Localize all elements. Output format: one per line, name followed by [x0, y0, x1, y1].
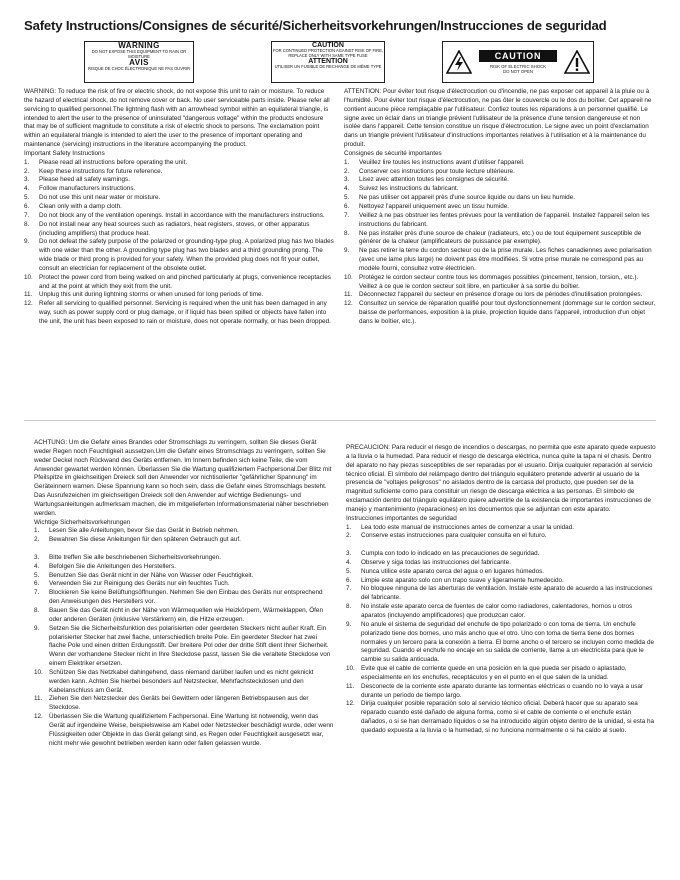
english-heading: Important Safety Instructions [24, 149, 105, 157]
list-item: 4. Follow manufacturers instructions. [24, 185, 136, 193]
caution-heading: CAUTION [312, 42, 344, 49]
list-item-text: Consultez un service de réparation qualifié pour tout dysfonctionnement (dommage sur le cordon secteur, baisse de performances, exposition à la pluie, projection liquide dans l'appareil, introduction d'un objet dans le boîtier, etc.). [359, 300, 656, 325]
list-item-text: Protect the power cord from being walked on and pinched particularly at plugs, convenience receptacles and at the point at which they exit from the unit. [39, 273, 331, 290]
list-item-text: No bloquee ninguna de las aberturas de ventilación. Instale este aparato de acuerdo a las instrucciones del fabricante. [361, 585, 653, 602]
attention-text: UTILISER UN FUSIBLE DE RECHANGE DE MÊME TYPE [274, 64, 382, 70]
list-item: 10. Schützen Sie das Netzkabel dahingehend, dass niemand darüber laufen und es nicht geknickt werden kann. Achten Sie hierbei besonders auf Netzstecker, Mehrfachsteckdosen und den Kabelanschluss am Gerät. [34, 668, 314, 694]
list-item: 1. Lea todo este manual de instrucciones antes de comenzar a usar la unidad. [346, 523, 575, 531]
list-item: 9. Setzen Sie die Sicherheitsfunktion des polarisierten oder geerdeten Steckers nicht außer Kraft. Ein polarisierter Stecker hat zwei flache, unterschiedlich breite Pole. Ein geerdeter Stecker hat zwei flache Pole und einen dritten Erdungsstift. Der breitere Pol oder der dritte Stift dient Ihrer Sicherheit. Wenn der vorhandene Stecker nicht in Ihre Steckdose passt, lassen Sie die veraltete Steckdose von einem Elektriker ersetzen. [34, 624, 331, 668]
list-item-text: No instale este aparato cerca de fuentes de calor como radiadores, calentadores, hornos u otros aparatos (incluyendo amplificadores) que produzcan calor. [361, 603, 633, 619]
list-item-text: Do not block any of the ventilation openings. Install in accordance with the manufacturers instructions. [39, 211, 325, 219]
list-item: 6. Clean only with a damp cloth. [24, 202, 122, 210]
list-item: 6. Nettoyez l'appareil uniquement avec un tissu humide. [344, 202, 510, 210]
list-item: 9. Ne pas retirer la terre du cordon secteur ou de la prise murale. Les fiches canadiennes avec polarisation (avec une lame plus large) ne doivent pas être modifiées. Si votre prise murale ne correspond pas au modèle fourni, consultez votre électricien. [344, 247, 652, 272]
list-item-text: Lisez avec attention toutes les consignes de sécurité. [359, 176, 509, 184]
french-section [344, 88, 656, 327]
exclamation-triangle-icon [561, 50, 593, 74]
list-item: 11. Desconecte de la corriente este aparato durante las tormentas eléctricas o cuando no lo vaya a usar durante un periodo de tiempo largo. [346, 682, 644, 699]
list-item-text: Refer all servicing to qualified personnel. Servicing is required when the unit has been damaged in any way, such as power supply cord or plug damage, or if liquid has been spilled or objects have fallen into the unit, the unit has been exposed to rain or moisture, does not operate normally, or has been dropped. [39, 300, 331, 325]
list-item-text: Bewahren Sie diese Anleitungen für den späteren Gebrauch gut auf. [49, 536, 241, 544]
french-intro: ATTENTION: Pour éviter tout risque d'électrocution ou d'incendie, ne pas exposer cet appareil à la pluie ou à l'humidité. Pour éviter tout risque d'électrocution, ne pas ôter le couvercle ou le dos du boîtier. Cet appareil ne contient aucune pièce remplaçable par l'utilisateur. Confiez toutes les réparations à un personnel qualifié. Le signe avec un éclair dans un triangle prévient l'utilisateur de la présence d'une tension dangereuse et non isolée dans l'appareil. Cette tension constitue un risque d'électrocution. Le signe avec un point d'exclamation dans un triangle prévient l'utilisateur d'instructions importantes relatives à l'utilisation et à la maintenance du produit. [344, 88, 652, 149]
list-item: 11. Ziehen Sie den Netzstecker des Geräts bei Gewittern oder längeren Betriebspausen aus der Steckdose. [34, 695, 309, 712]
list-item-text: Veillez à ne pas obstruer les fentes prévues pour la ventilation de l'appareil. Installez l'appareil selon les instructions du fabricant. [359, 211, 650, 228]
list-item: 8. Ne pas installer près d'une source de chaleur (radiateurs, etc.) ou de tout équipement susceptible de générer de la chaleur (amplificateurs de puissance par exemple). [344, 229, 642, 246]
german-section [34, 439, 334, 748]
list-item: 5. Nunca utilice este aparato cerca del agua o en lugares húmedos. [346, 567, 545, 575]
list-item-text: Protégez le cordon secteur contre tous les dommages possibles (pincement, tension, torsion,, etc.). Veillez à ce que le cordon secteur soit libre, en particulier à sa sortie du boîtier. [359, 273, 639, 290]
list-item-text: Befolgen Sie die Anleitungen des Herstellers. [49, 562, 176, 570]
german-list [34, 527, 334, 748]
list-item: 1. Veuillez lire toutes les instructions avant d'utiliser l'appareil. [344, 158, 525, 166]
list-item-text: Clean only with a damp cloth. [39, 202, 122, 210]
list-item-text: Ziehen Sie den Netzstecker des Geräts bei Gewittern oder längeren Betriebspausen aus der Steckdose. [49, 695, 309, 712]
list-item-text: Do not defeat the safety purpose of the polarized or grounding-type plug. A polarized plug has two blades with one wider than the other. A grounding type plug has two blades and a third grounding prong. The wide blade or third prong is provided for your safety. When the provided plug does not fit your outlet, consult an electrician for replacement of the obsolete outlet. [39, 238, 334, 272]
list-item: 12. Dirija cualquier posible reparación solo al servicio técnico oficial. Deberá hacer que su aparato sea reparado cuando esté dañado de alguna forma, como si el cable de corriente o el enchufe están dañados, o si se han derramado líquidos o se ha introducido algún objeto dentro de la unidad, si esta ha quedado expuesta a la lluvia o la humedad, si no funciona normalmente o si ha caído al suelo. [346, 700, 655, 734]
list-item-text: Lea todo este manual de instrucciones antes de comenzar a usar la unidad. [361, 523, 575, 531]
list-item-text: Do not install near any heat sources such as radiators, heat registers, stoves, or other apparatus (including amplifiers) that produce heat. [39, 220, 310, 237]
list-item: 11. Unplug this unit during lightning storms or when unused for long periods of time. [24, 291, 264, 299]
avis-text: RISQUE DE CHOC ÉLECTRONIQUE NE PAS OUVRIR [87, 66, 191, 72]
list-item-text: Benutzen Sie das Gerät nicht in der Nähe von Wasser oder Feuchtigkeit. [49, 571, 254, 579]
list-item: 8. Bauen Sie das Gerät nicht in der Nähe von Wärmequellen wie Heizkörpern, Wärmeklappen, Öfen oder anderen Geräten (inklusive Verstärkern) ein, die Hitze erzeugen. [34, 606, 323, 623]
list-item-text: Ne pas retirer la terre du cordon secteur ou de la prise murale. Les fiches canadiennes avec polarisation (avec une lame plus large) ne doivent pas être modifiées. Si votre prise murale ne correspond pas au modèle fourni, consultez votre électricien. [359, 247, 652, 272]
list-item: 3. Cumpla con todo lo indicado en las precauciones de seguridad. [346, 550, 540, 558]
list-item: 10. Protect the power cord from being walked on and pinched particularly at plugs, convenience receptacles and at the point at which they exit from the unit. [24, 273, 331, 290]
french-heading: Consignes de sécurité importantes [344, 149, 442, 157]
list-item: 5. Benutzen Sie das Gerät nicht in der Nähe von Wasser oder Feuchtigkeit. [34, 571, 254, 579]
caution-text: FOR CONTINUED PROTECTION AGAINST RISK OF FIRE, REPLACE ONLY WITH SAME TYPE FUSE [272, 48, 383, 58]
list-item-text: Nunca utilice este aparato cerca del agua o en lugares húmedos. [361, 567, 545, 575]
list-item-text: Suivez les instructions du fabricant. [359, 185, 459, 193]
list-item-text: Déconnectez l'appareil du secteur en présence d'orage ou lors de périodes d'inutilisation prolongées. [359, 291, 643, 299]
english-intro: WARNING: To reduce the risk of fire or electric shock, do not expose this unit to rain or moisture. To reduce the hazard of electrical shock, do not remove cover or back. No user serviceable parts inside. Please refer all servicing to qualified personnel.The lightning flash with an arrowhead symbol within an equilateral triangle, is intended to alert the user to the presence of uninsulated "dangerous voltage" within the products enclosure that may be of sufficient magnitude to constitute a risk of electric shock to persons. The exclamation point within an equilateral triangle is intended to alert the user to the presence of important operating and maintenance (servicing) instructions in the literature accompanying the product. [24, 88, 330, 149]
list-item-text: No anule el sistema de seguridad del enchufe de tipo polarizado o con toma de tierra. Un enchufe polarizado tiene dos bornes, uno más ancho que el otro. Uno con toma de tierra tiene dos bornes normales y un tercero para la conexión a tierra. El borne ancho o el tercero se incluyen como medida de seguridad. Cuando el enchufe no encaje en su salida de corriente, llame a un electricista para que le cambie su salida anticuada. [361, 620, 655, 664]
list-item-text: Conserver ces instructions pour toute lecture ultérieure. [359, 167, 515, 175]
list-item: 2. Conserve estas instrucciones para cualquier consulta en el futuro. [346, 532, 547, 540]
list-item: 9. Do not defeat the safety purpose of the polarized or grounding-type plug. A polarized plug has two blades with one wider than the other. A grounding type plug has two blades and a third grounding prong. The wide blade or third prong is provided for your safety. When the provided plug does not fit your outlet, consult an electrician for replacement of the obsolete outlet. [24, 238, 334, 272]
list-item-text: Evite que el cable de corriente quede en una posición en la que pueda ser pisado o aplastado, especialmente en los enchufes, receptáculos y en el punto en el que salen de la unidad. [361, 665, 627, 681]
attention-heading: ATTENTION [308, 58, 348, 66]
list-item: 3. Bitte treffen Sie alle beschriebenen Sicherheitsvorkehrungen. [34, 553, 221, 561]
list-item: 8. Do not install near any heat sources such as radiators, heat registers, stoves, or other apparatus (including amplifiers) that produce heat. [24, 220, 310, 237]
caution-shock-label [442, 41, 594, 83]
list-item: 10. Evite que el cable de corriente quede en una posición en la que pueda ser pisado o aplastado, especialmente en los enchufes, receptáculos y en el punto en el que salen de la unidad. [346, 665, 627, 681]
list-item-text: Setzen Sie die Sicherheitsfunktion des polarisierten oder geerdeten Steckers nicht außer Kraft. Ein polarisierter Stecker hat zwei flache, unterschiedlich breite Pole. Ein geerdeter Stecker hat zwei flache Pole und einen dritten Erdungsstift. Der breitere Pol oder der dritte Stift dient Ihrer Sicherheit. Wenn der vorhandene Stecker nicht in Ihre Steckdose passt, lassen Sie die veraltete Steckdose von einem Elektriker ersetzen. [49, 624, 331, 668]
list-item: 12. Consultez un service de réparation qualifié pour tout dysfonctionnement (dommage sur le cordon secteur, baisse de performances, exposition à la pluie, projection liquide dans l'appareil, introduction d'un objet dans le boîtier, etc.). [344, 300, 656, 325]
list-item-text: Bauen Sie das Gerät nicht in der Nähe von Wärmequellen wie Heizkörpern, Wärmeklappen, Öfen oder anderen Geräten (inklusive Verstärkern) ein, die Hitze erzeugen. [49, 606, 323, 623]
list-item-text: Observe y siga todas las instrucciones del fabricante. [361, 558, 511, 566]
list-item-text: Follow manufacturers instructions. [39, 185, 136, 193]
caution-fuse-label [271, 41, 385, 83]
list-item: 12. Überlassen Sie die Wartung qualifiziertem Fachpersonal. Eine Wartung ist notwendig, wenn das Gerät auf irgendeine Weise, beispielsweise am Kabel oder Netzstecker beschädigt wurde, oder wenn Flüssigkeiten oder Objekte in das Gerät gelangt sind, es Regen oder Feuchtigkeit ausgesetzt war, nicht mehr wie gewohnt betrieben werden kann oder fallen gelassen wurde. [34, 713, 334, 747]
list-item: 4. Befolgen Sie die Anleitungen des Herstellers. [34, 562, 176, 570]
list-item-text: Keep these instructions for future reference. [39, 167, 163, 175]
warning-text: DO NOT EXPOSE THIS EQUIPMENT TO RAIN OR MOISTURE [91, 49, 187, 59]
list-item: 7. No bloquee ninguna de las aberturas de ventilación. Instale este aparato de acuerdo a las instrucciones del fabricante. [346, 585, 653, 602]
list-item-text: Desconecte de la corriente este aparato durante las tormentas eléctricas o cuando no lo vaya a usar durante un periodo de tiempo largo. [361, 682, 644, 699]
list-item-text: Überlassen Sie die Wartung qualifiziertem Fachpersonal. Eine Wartung ist notwendig, wenn das Gerät auf irgendeine Weise, beispielsweise am Kabel oder Netzstecker beschädigt wurde, oder wenn Flüssigkeiten oder Objekte in das Gerät gelangt sind, es Regen oder Feuchtigkeit ausgesetzt war, nicht mehr wie gewohnt betrieben werden kann oder fallen gelassen wurde. [49, 713, 334, 747]
german-heading: Wichtige Sicherheitsvorkehrungen [34, 518, 131, 526]
list-item-text: Bitte treffen Sie alle beschriebenen Sicherheitsvorkehrungen. [49, 553, 221, 561]
spanish-section [346, 444, 656, 736]
list-item: 2. Conserver ces instructions pour toute lecture ultérieure. [344, 167, 515, 175]
list-item: 5. Ne pas utiliser cet appareil près d'une source liquide ou dans un lieu humide. [344, 194, 575, 202]
english-section [24, 88, 334, 327]
list-item: 6. Verwenden Sie zur Reinigung des Geräts nur ein feuchtes Tuch. [34, 580, 230, 588]
french-list [344, 159, 656, 327]
list-item-text: Nettoyez l'appareil uniquement avec un tissu humide. [359, 202, 510, 210]
english-list [24, 159, 334, 327]
list-item: 11. Déconnectez l'appareil du secteur en présence d'orage ou lors de périodes d'inutilisation prolongées. [344, 291, 643, 299]
list-item-text: Lesen Sie alle Anleitungen, bevor Sie das Gerät in Betrieb nehmen. [49, 527, 239, 535]
list-item-text: Limpie este aparato solo con un trapo suave y ligeramente humedecido. [361, 576, 564, 584]
list-item: 7. Do not block any of the ventilation openings. Install in accordance with the manufacturers instructions. [24, 211, 325, 219]
list-item: 1. Please read all instructions before operating the unit. [24, 158, 188, 166]
list-item-text: Please heed all safety warnings. [39, 176, 130, 184]
list-item: 4. Suivez les instructions du fabricant. [344, 185, 459, 193]
list-item: 7. Blockieren Sie keine Belüftungsöffnungen. Nehmen Sie den Einbau des Geräts nur entsprechend den Anweisungen des Herstellers vor. [34, 589, 323, 606]
list-item-text: Blockieren Sie keine Belüftungsöffnungen. Nehmen Sie den Einbau des Geräts nur entsprechend den Anweisungen des Herstellers vor. [49, 589, 323, 606]
list-item: 8. No instale este aparato cerca de fuentes de calor como radiadores, calentadores, hornos u otros aparatos (incluyendo amplificadores) que produzcan calor. [346, 603, 633, 619]
list-item-text: Dirija cualquier posible reparación solo al servicio técnico oficial. Deberá hacer que su aparato sea reparado cuando esté dañado de alguna forma, como si el cable de corriente o el enchufe están dañados, o si se han derramado líquidos o se ha introducido algún objeto dentro de la unidad, si esta ha quedado expuesta a la lluvia o la humedad, si no funciona normalmente o si ha caído al suelo. [361, 700, 655, 734]
list-item-text: Cumpla con todo lo indicado en las precauciones de seguridad. [361, 550, 540, 558]
list-item-text: Verwenden Sie zur Reinigung des Geräts nur ein feuchtes Tuch. [49, 580, 230, 588]
list-item: 12. Refer all servicing to qualified personnel. Servicing is required when the unit has been damaged in any way, such as power supply cord or plug damage, or if liquid has been spilled or objects have fallen into the unit, the unit has been exposed to rain or moisture, does not operate normally, or has been dropped. [24, 300, 331, 325]
list-item-text: Ne pas utiliser cet appareil près d'une source liquide ou dans un lieu humide. [359, 194, 575, 202]
page-title: Safety Instructions/Consignes de sécurité/Sicherheitsvorkehrungen/Instrucciones de seguridad [24, 18, 607, 33]
list-item: 2. Bewahren Sie diese Anleitungen für den späteren Gebrauch gut auf. [34, 536, 241, 544]
list-item: 2. Keep these instructions for future reference. [24, 167, 163, 175]
list-item-text: Please read all instructions before operating the unit. [39, 158, 188, 166]
caution-shock-heading: CAUTION [479, 50, 557, 62]
avis-heading: AVIS [129, 58, 149, 68]
section-divider [24, 420, 656, 421]
list-item: 9. No anule el sistema de seguridad del enchufe de tipo polarizado o con toma de tierra. Un enchufe polarizado tiene dos bornes, uno más ancho que el otro. Uno con toma de tierra tiene dos bornes normales y un tercero para la conexión a tierra. El borne ancho o el tercero se incluyen como medida de seguridad. Cuando el enchufe no encaje en su salida de corriente, llame a un electricista para que le cambie su salida anticuada. [346, 620, 655, 664]
list-item-text: Conserve estas instrucciones para cualquier consulta en el futuro. [361, 532, 547, 540]
list-item-text: Do not use this unit near water or moisture. [39, 194, 161, 202]
list-item: 5. Do not use this unit near water or moisture. [24, 194, 161, 202]
warning-label [84, 41, 194, 83]
list-item: 10. Protégez le cordon secteur contre tous les dommages possibles (pincement, tension, torsion,, etc.). Veillez à ce que le cordon secteur soit libre, en particulier à sa sortie du boîtier. [344, 273, 639, 290]
list-item-text: Unplug this unit during lightning storms or when unused for long periods of time. [39, 291, 264, 299]
list-item: 6. Limpie este aparato solo con un trapo suave y ligeramente humedecido. [346, 576, 564, 584]
german-intro: ACHTUNG: Um die Gefahr eines Brandes oder Stromschlags zu verringern, sollten Sie dieses Gerät weder Regen noch Feuchtigkeit aussetzen.Um die Gefahr eines Stromschlags zu verringern, sollten Sie weder Deckel noch Rückwand des Geräts entfernen. Im Innern befinden sich keine Teile, die vom Anwender gewartet werden können. Überlassen Sie die Wartung qualifiziertem Fachpersonal.Der Blitz mit Pfeilspitze im gleichseitigen Dreieck soll den Anwender vor nichtisolierter "gefährlicher Spannung" im Geräteinnern warnen. Diese Spannung kann so hoch sein, dass die Gefahr eines Stromschlags besteht. Das Ausrufezeichen im gleichseitigen Dreieck soll den Anwender auf wichtige Bedienungs- und Wartungsanleitungen aufmerksam machen, die im mitgelieferten Informationsmaterial näher beschrieben werden. [34, 439, 332, 517]
caution-shock-line1: RISK OF ELECTRIC SHOCK [489, 64, 547, 69]
list-item: 3. Lisez avec attention toutes les consignes de sécurité. [344, 176, 509, 184]
list-item: 1. Lesen Sie alle Anleitungen, bevor Sie das Gerät in Betrieb nehmen. [34, 527, 239, 535]
spanish-list [346, 524, 656, 736]
list-item-text: Ne pas installer près d'une source de chaleur (radiateurs, etc.) ou de tout équipement susceptible de générer de la chaleur (amplificateurs de puissance par exemple). [359, 229, 642, 246]
list-item: 7. Veillez à ne pas obstruer les fentes prévues pour la ventilation de l'appareil. Installez l'appareil selon les instructions du fabricant. [344, 211, 650, 228]
spanish-heading: Instrucciones importantes de seguridad [346, 514, 457, 522]
lightning-triangle-icon [443, 50, 475, 74]
list-item: 4. Observe y siga todas las instrucciones del fabricante. [346, 558, 511, 566]
list-item: 3. Please heed all safety warnings. [24, 176, 130, 184]
spanish-intro: PRECAUCION: Para reducir el riesgo de incendios o descargas, no permita que este aparato quede expuesto a la lluvia o la humedad. Para reducir el riesgo de descarga eléctrica, nunca quite la tapa ni el chasis. Dentro del aparato no hay piezas susceptibles de ser reparadas por el usuario. Dirija cualquier reparación al servicio técnico oficial. El símbolo del relámpago dentro del triángulo equilátero pretende advertir al usuario de la presencia de "voltajes peligrosos" no aislados dentro de la carcasa del producto, que pueden ser de la magnitud suficiente como para constituir un riesgo de descarga eléctrica a las personas. El símbolo de exclamación dentro del triángulo equilátero quiere advertirle de la existencia de importantes instrucciones de manejo y mantenimiento (reparaciones) en los documentos que se adjuntan con este aparato. [346, 444, 656, 513]
caution-shock-line2: DO NOT OPEN [502, 69, 533, 74]
list-item-text: Schützen Sie das Netzkabel dahingehend, dass niemand darüber laufen und es nicht geknickt werden kann. Achten Sie hierbei besonders auf Netzstecker, Mehrfachsteckdosen und den Kabelanschluss am Gerät. [49, 668, 314, 694]
warning-heading: WARNING [118, 41, 160, 50]
list-item-text: Veuillez lire toutes les instructions avant d'utiliser l'appareil. [359, 158, 525, 166]
